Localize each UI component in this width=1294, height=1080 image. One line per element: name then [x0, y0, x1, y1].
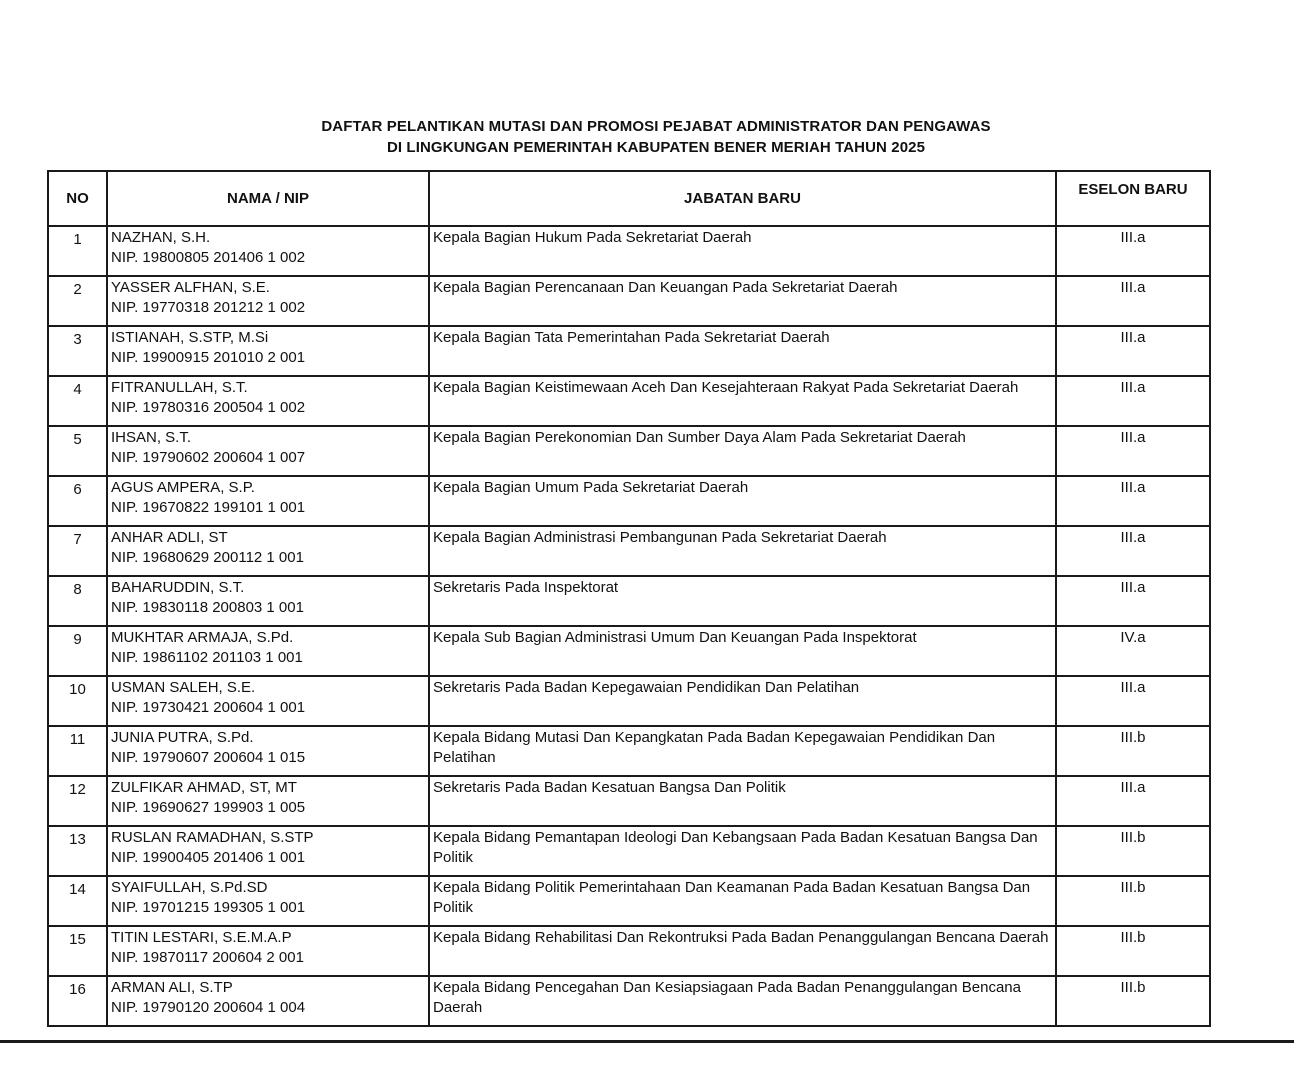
official-name: FITRANULLAH, S.T.: [111, 379, 248, 396]
official-name: ARMAN ALI, S.TP: [111, 979, 233, 996]
row-number: 11: [48, 726, 107, 776]
row-number: 16: [48, 976, 107, 1026]
official-nip: NIP. 19830118 200803 1 001: [111, 599, 304, 616]
official-nip: NIP. 19790120 200604 1 004: [111, 999, 306, 1016]
official-name: ANHAR ADLI, ST: [111, 529, 228, 546]
new-position: Kepala Bagian Tata Pemerintahan Pada Sekretariat Daerah: [429, 326, 1056, 376]
official-nip: NIP. 19790607 200604 1 015: [111, 749, 306, 766]
name-nip-cell: [107, 876, 429, 926]
name-nip-cell: [107, 426, 429, 476]
table-row: [48, 976, 1210, 1026]
row-number: 2: [48, 276, 107, 326]
table-row: [48, 576, 1210, 626]
page-bottom-rule: [0, 1040, 1294, 1043]
row-number: 15: [48, 926, 107, 976]
new-echelon: III.a: [1056, 276, 1210, 326]
document-title-line-1: DAFTAR PELANTIKAN MUTASI DAN PROMOSI PEJABAT ADMINISTRATOR DAN PENGAWAS: [321, 118, 991, 135]
table-row: [48, 676, 1210, 726]
name-nip-cell: [107, 826, 429, 876]
new-position: Kepala Bagian Administrasi Pembangunan Pada Sekretariat Daerah: [429, 526, 1056, 576]
table-row: [48, 376, 1210, 426]
new-echelon: III.a: [1056, 776, 1210, 826]
new-echelon: III.a: [1056, 226, 1210, 276]
name-nip-cell: [107, 776, 429, 826]
new-echelon: IV.a: [1056, 626, 1210, 676]
row-number: 4: [48, 376, 107, 426]
new-position: Sekretaris Pada Inspektorat: [429, 576, 1056, 626]
table-row: [48, 276, 1210, 326]
row-number: 14: [48, 876, 107, 926]
row-number: 13: [48, 826, 107, 876]
official-nip: NIP. 19680629 200112 1 001: [111, 549, 304, 566]
table-row: [48, 626, 1210, 676]
header-jabatan-baru: JABATAN BARU: [429, 171, 1056, 226]
new-position: Kepala Bidang Pencegahan Dan Kesiapsiagaan Pada Badan Penanggulangan Bencana Daerah: [429, 976, 1056, 1026]
official-name: JUNIA PUTRA, S.Pd.: [111, 729, 254, 746]
new-echelon: III.b: [1056, 926, 1210, 976]
header-eselon-baru: ESELON BARU: [1056, 171, 1210, 226]
name-nip-cell: [107, 926, 429, 976]
row-number: 8: [48, 576, 107, 626]
appointment-table: [47, 170, 1211, 1027]
official-nip: NIP. 19670822 199101 1 001: [111, 499, 306, 516]
official-nip: NIP. 19900915 201010 2 001: [111, 349, 306, 366]
table-header-row: [48, 171, 1210, 226]
table-row: [48, 526, 1210, 576]
official-nip: NIP. 19730421 200604 1 001: [111, 699, 306, 716]
document-title-line-2: DI LINGKUNGAN PEMERINTAH KABUPATEN BENER MERIAH TAHUN 2025: [386, 139, 926, 156]
official-nip: NIP. 19770318 201212 1 002: [111, 299, 306, 316]
official-nip: NIP. 19900405 201406 1 001: [111, 849, 306, 866]
name-nip-cell: [107, 376, 429, 426]
official-nip: NIP. 19790602 200604 1 007: [111, 449, 306, 466]
new-echelon: III.a: [1056, 326, 1210, 376]
table-row: [48, 926, 1210, 976]
header-nama-nip: NAMA / NIP: [107, 171, 429, 226]
new-position: Kepala Bidang Pemantapan Ideologi Dan Kebangsaan Pada Badan Kesatuan Bangsa Dan Politik: [429, 826, 1056, 876]
table-row: [48, 726, 1210, 776]
official-name: RUSLAN RAMADHAN, S.STP: [111, 829, 314, 846]
name-nip-cell: [107, 326, 429, 376]
name-nip-cell: [107, 576, 429, 626]
official-name: SYAIFULLAH, S.Pd.SD: [111, 879, 268, 896]
name-nip-cell: [107, 676, 429, 726]
table-row: [48, 476, 1210, 526]
new-position: Kepala Bagian Perencanaan Dan Keuangan Pada Sekretariat Daerah: [429, 276, 1056, 326]
new-echelon: III.a: [1056, 426, 1210, 476]
new-echelon: III.b: [1056, 876, 1210, 926]
table-row: [48, 426, 1210, 476]
official-name: NAZHAN, S.H.: [111, 229, 211, 246]
table-row: [48, 226, 1210, 276]
row-number: 10: [48, 676, 107, 726]
row-number: 1: [48, 226, 107, 276]
table-body: [48, 226, 1210, 1026]
new-position: Kepala Bagian Umum Pada Sekretariat Daerah: [429, 476, 1056, 526]
official-nip: NIP. 19780316 200504 1 002: [111, 399, 306, 416]
name-nip-cell: [107, 276, 429, 326]
row-number: 3: [48, 326, 107, 376]
new-position: Kepala Bidang Politik Pemerintahaan Dan Keamanan Pada Badan Kesatuan Bangsa Dan Politik: [429, 876, 1056, 926]
new-position: Kepala Bagian Perekonomian Dan Sumber Daya Alam Pada Sekretariat Daerah: [429, 426, 1056, 476]
new-echelon: III.a: [1056, 376, 1210, 426]
name-nip-cell: [107, 976, 429, 1026]
new-position: Kepala Bagian Hukum Pada Sekretariat Daerah: [429, 226, 1056, 276]
new-echelon: III.a: [1056, 526, 1210, 576]
official-nip: NIP. 19800805 201406 1 002: [111, 249, 306, 266]
name-nip-cell: [107, 226, 429, 276]
document-title: [0, 116, 1294, 158]
row-number: 9: [48, 626, 107, 676]
official-nip: NIP. 19701215 199305 1 001: [111, 899, 306, 916]
row-number: 5: [48, 426, 107, 476]
table-row: [48, 826, 1210, 876]
new-position: Kepala Bidang Rehabilitasi Dan Rekontruksi Pada Badan Penanggulangan Bencana Daerah: [429, 926, 1056, 976]
new-echelon: III.b: [1056, 726, 1210, 776]
new-position: Sekretaris Pada Badan Kepegawaian Pendidikan Dan Pelatihan: [429, 676, 1056, 726]
new-position: Kepala Bidang Mutasi Dan Kepangkatan Pada Badan Kepegawaian Pendidikan Dan Pelatihan: [429, 726, 1056, 776]
new-echelon: III.b: [1056, 976, 1210, 1026]
new-position: Kepala Bagian Keistimewaan Aceh Dan Kesejahteraan Rakyat Pada Sekretariat Daerah: [429, 376, 1056, 426]
official-nip: NIP. 19870117 200604 2 001: [111, 949, 304, 966]
name-nip-cell: [107, 726, 429, 776]
name-nip-cell: [107, 626, 429, 676]
new-position: Kepala Sub Bagian Administrasi Umum Dan Keuangan Pada Inspektorat: [429, 626, 1056, 676]
official-name: YASSER ALFHAN, S.E.: [111, 279, 270, 296]
official-nip: NIP. 19690627 199903 1 005: [111, 799, 306, 816]
table-row: [48, 776, 1210, 826]
name-nip-cell: [107, 476, 429, 526]
new-position: Sekretaris Pada Badan Kesatuan Bangsa Dan Politik: [429, 776, 1056, 826]
table-row: [48, 876, 1210, 926]
name-nip-cell: [107, 526, 429, 576]
official-name: USMAN SALEH, S.E.: [111, 679, 256, 696]
official-name: TITIN LESTARI, S.E.M.A.P: [111, 929, 292, 946]
official-name: ZULFIKAR AHMAD, ST, MT: [111, 779, 297, 796]
row-number: 6: [48, 476, 107, 526]
official-name: IHSAN, S.T.: [111, 429, 192, 446]
new-echelon: III.a: [1056, 576, 1210, 626]
official-name: ISTIANAH, S.STP, M.Si: [111, 329, 269, 346]
official-name: AGUS AMPERA, S.P.: [111, 479, 255, 496]
new-echelon: III.a: [1056, 476, 1210, 526]
row-number: 7: [48, 526, 107, 576]
new-echelon: III.b: [1056, 826, 1210, 876]
new-echelon: III.a: [1056, 676, 1210, 726]
table-row: [48, 326, 1210, 376]
official-name: MUKHTAR ARMAJA, S.Pd.: [111, 629, 294, 646]
official-nip: NIP. 19861102 201103 1 001: [111, 649, 303, 666]
official-name: BAHARUDDIN, S.T.: [111, 579, 245, 596]
row-number: 12: [48, 776, 107, 826]
header-no: NO: [48, 171, 107, 226]
